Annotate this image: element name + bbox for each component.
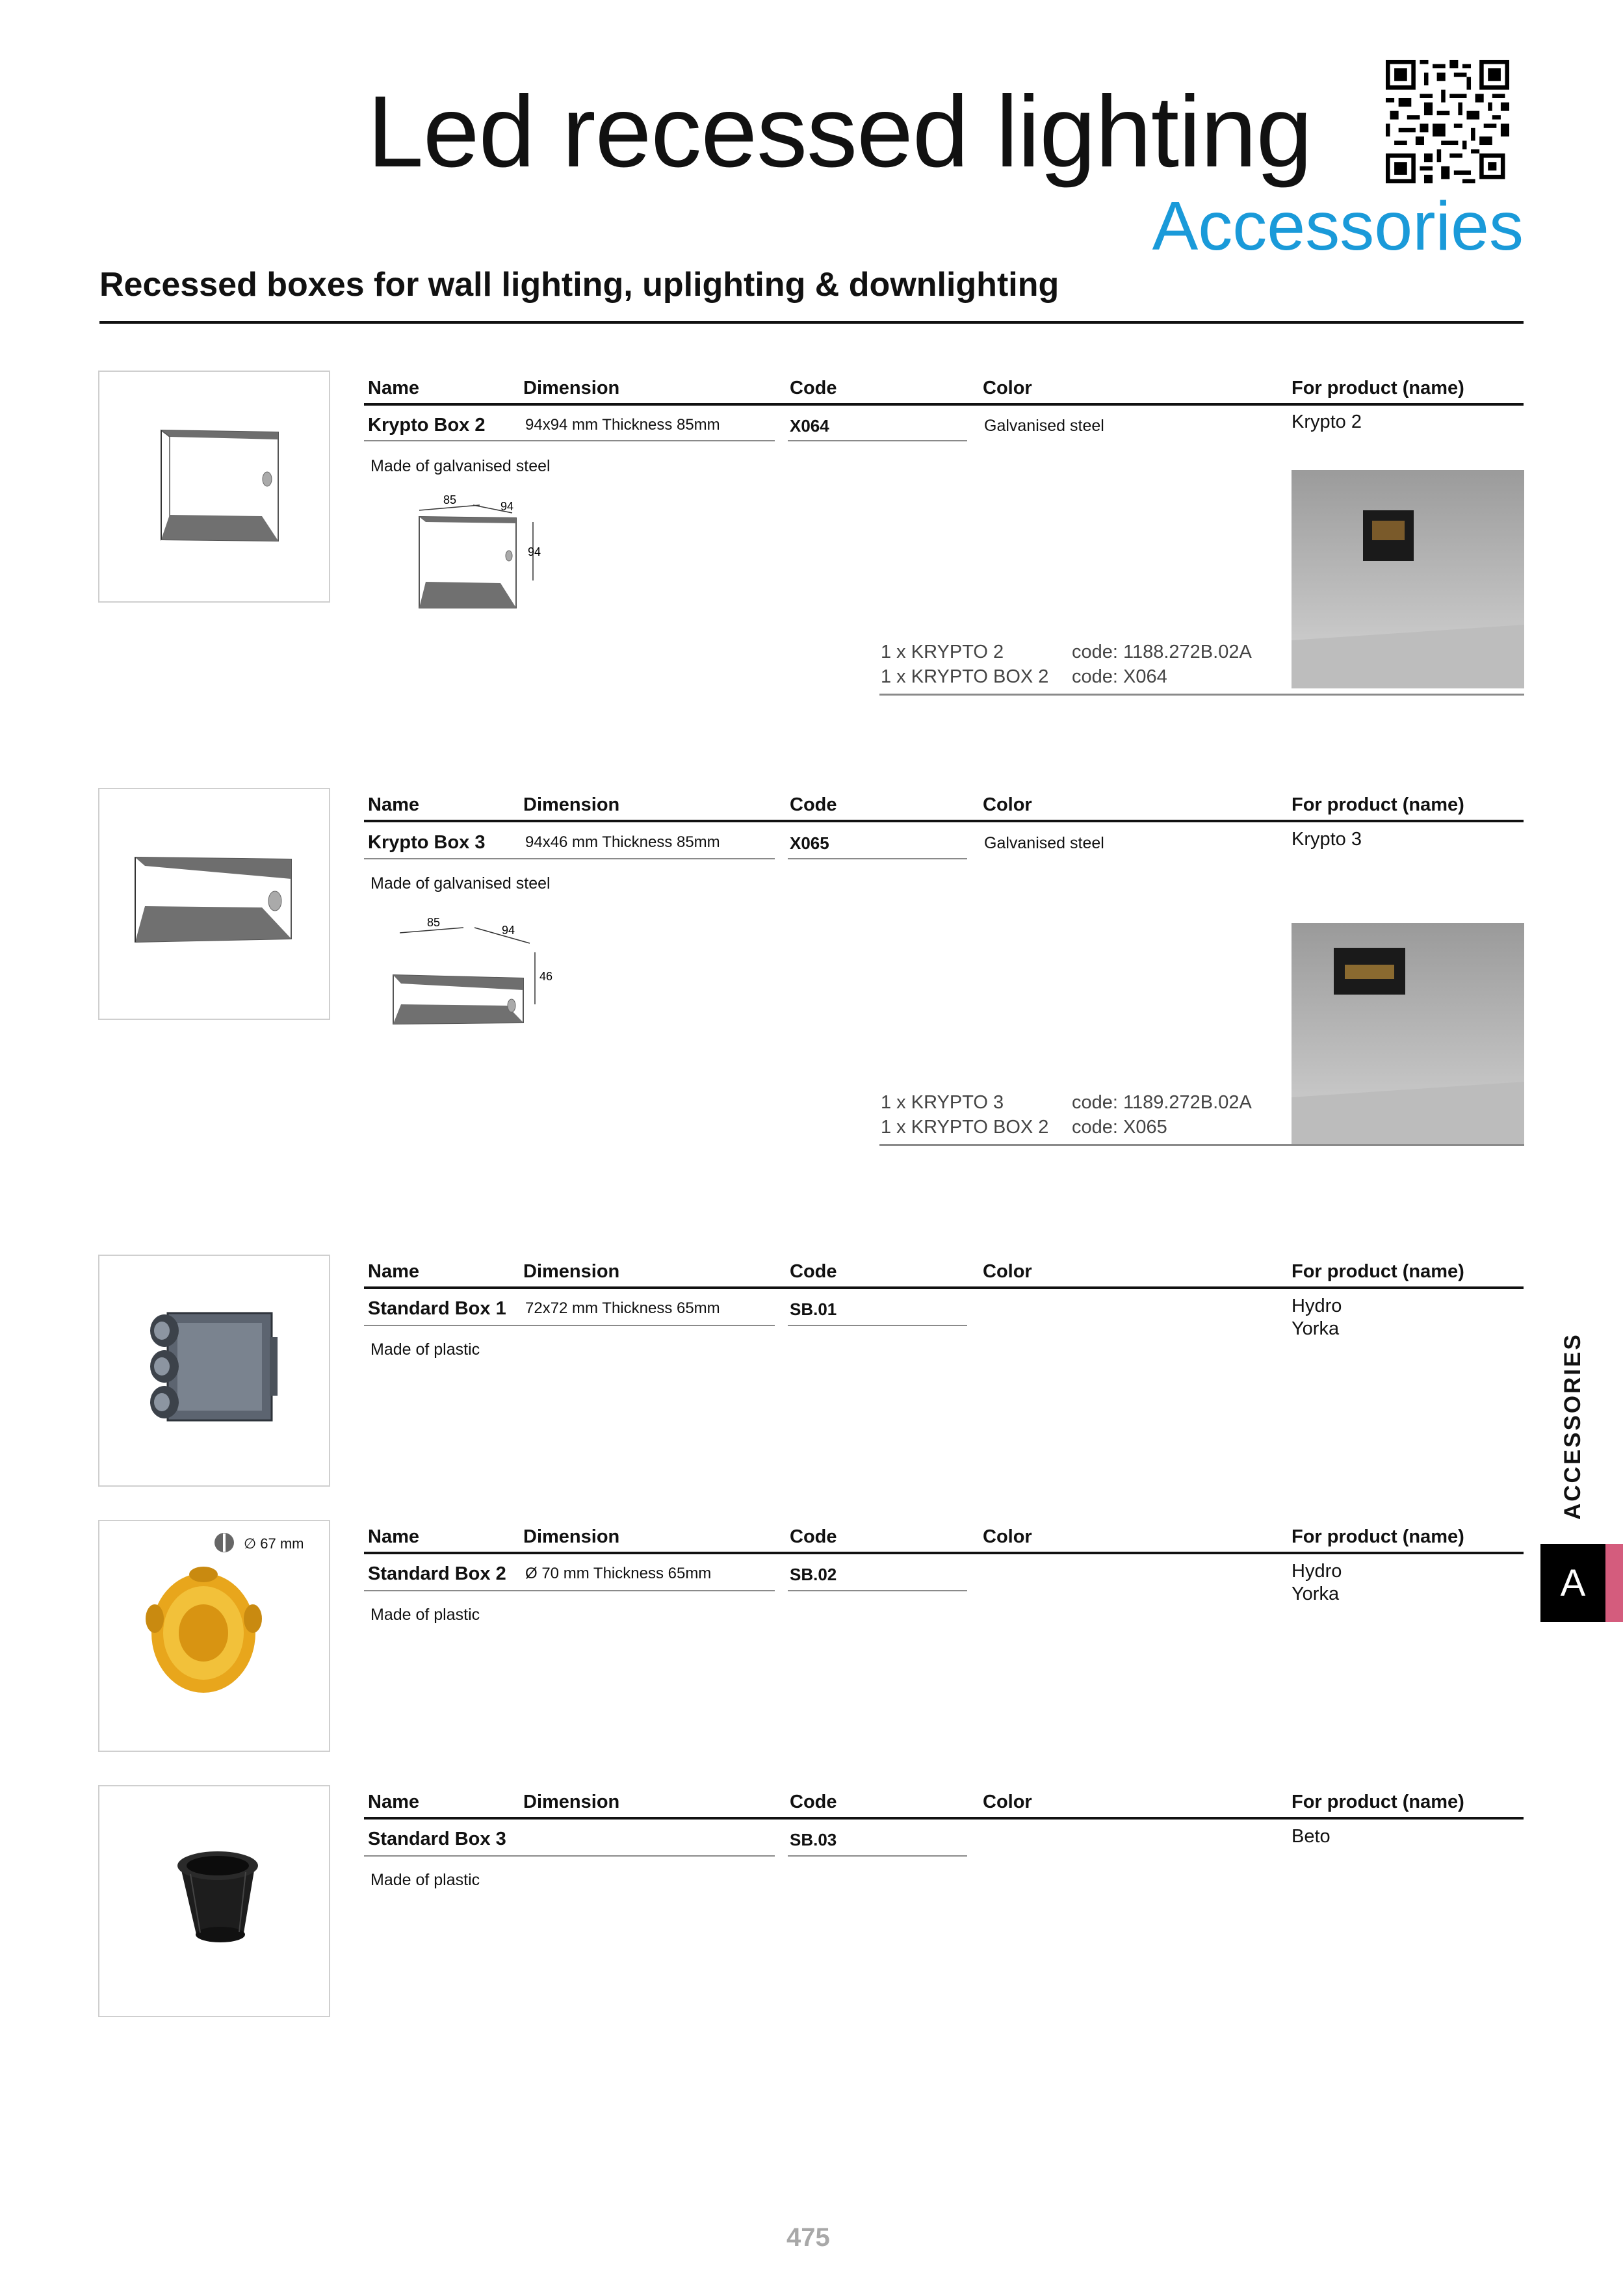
- header-color: Color: [983, 1526, 1032, 1547]
- svg-text:85: 85: [443, 493, 457, 506]
- product-image-krypto-box-2: [98, 371, 330, 603]
- product-image-krypto-box-3: [98, 788, 330, 1020]
- page-subtitle: Accessories: [1152, 188, 1524, 265]
- header-dimension: Dimension: [523, 1792, 620, 1812]
- product-description: Made of galvanised steel: [370, 874, 551, 893]
- row-rule: [788, 1590, 967, 1591]
- header-for-product: For product (name): [1292, 378, 1464, 398]
- product-photo-krypto-3: [1292, 923, 1524, 1146]
- header-dimension: Dimension: [523, 1526, 620, 1547]
- product-code: SB.01: [790, 1299, 837, 1319]
- product-color: Galvanised steel: [984, 834, 1104, 852]
- product-code: SB.02: [790, 1565, 837, 1584]
- table-header-rule: [364, 1552, 1524, 1554]
- header-color: Color: [983, 378, 1032, 398]
- technical-drawing-krypto-box-3: [387, 913, 562, 1043]
- for-product: Krypto 3: [1292, 829, 1362, 850]
- row-rule: [364, 440, 775, 441]
- product-name: Standard Box 3: [368, 1829, 506, 1849]
- combo-rule: [879, 694, 1524, 696]
- product-code: SB.03: [790, 1830, 837, 1849]
- header-for-product: For product (name): [1292, 1261, 1464, 1282]
- product-image-standard-box-3: [98, 1785, 330, 2017]
- row-rule: [788, 1855, 967, 1857]
- product-code: X064: [790, 416, 829, 436]
- svg-text:94: 94: [528, 545, 541, 558]
- header-name: Name: [368, 378, 419, 398]
- row-rule: [788, 858, 967, 859]
- product-dimension: Ø 70 mm Thickness 65mm: [525, 1565, 712, 1582]
- product-dimension: 72x72 mm Thickness 65mm: [525, 1299, 720, 1317]
- table-header-rule: [364, 1817, 1524, 1820]
- svg-text:46: 46: [539, 970, 553, 983]
- page-title: Led recessed lighting: [367, 75, 1312, 189]
- row-rule: [364, 1325, 775, 1326]
- product-name: Krypto Box 3: [368, 832, 486, 853]
- svg-text:∅ 67 mm: ∅ 67 mm: [244, 1535, 304, 1552]
- for-product: Krypto 2: [1292, 411, 1362, 432]
- row-rule: [364, 1590, 775, 1591]
- header-name: Name: [368, 794, 419, 815]
- header-color: Color: [983, 794, 1032, 815]
- header-color: Color: [983, 1261, 1032, 1282]
- product-dimension: 94x46 mm Thickness 85mm: [525, 833, 720, 851]
- product-description: Made of plastic: [370, 1871, 480, 1889]
- product-name: Standard Box 2: [368, 1563, 506, 1584]
- side-tab-letter: A: [1540, 1544, 1605, 1622]
- header-divider: [99, 321, 1524, 324]
- product-description: Made of plastic: [370, 1606, 480, 1624]
- svg-text:85: 85: [427, 916, 441, 929]
- header-color: Color: [983, 1792, 1032, 1812]
- header-code: Code: [790, 1261, 837, 1282]
- header-name: Name: [368, 1261, 419, 1282]
- product-description: Made of plastic: [370, 1340, 480, 1359]
- row-rule: [364, 1855, 775, 1857]
- side-tab-label: ACCESSORIES: [1560, 1333, 1585, 1520]
- table-header-rule: [364, 1286, 1524, 1289]
- for-product: Beto: [1292, 1826, 1331, 1847]
- qr-code-icon: [1384, 60, 1511, 183]
- side-tab-accent: [1605, 1544, 1623, 1622]
- product-color: Galvanised steel: [984, 417, 1104, 435]
- row-rule: [788, 1325, 967, 1326]
- header-dimension: Dimension: [523, 378, 620, 398]
- product-description: Made of galvanised steel: [370, 457, 551, 475]
- header-code: Code: [790, 1792, 837, 1812]
- header-code: Code: [790, 378, 837, 398]
- header-for-product: For product (name): [1292, 1526, 1464, 1547]
- product-name: Krypto Box 2: [368, 415, 486, 436]
- header-dimension: Dimension: [523, 1261, 620, 1282]
- page-number: 475: [786, 2223, 830, 2252]
- svg-text:94: 94: [500, 500, 514, 513]
- product-code: X065: [790, 833, 829, 853]
- combo-list: 1 x KRYPTO 2 code: 1188.272B.02A 1 x KRYPTO BOX 2 code: X064: [881, 642, 1252, 687]
- row-rule: [364, 858, 775, 859]
- header-for-product: For product (name): [1292, 1792, 1464, 1812]
- product-dimension: 94x94 mm Thickness 85mm: [525, 416, 720, 434]
- header-dimension: Dimension: [523, 794, 620, 815]
- product-photo-krypto-2: [1292, 470, 1524, 688]
- section-title: Recessed boxes for wall lighting, uplighting & downlighting: [99, 266, 1059, 304]
- technical-drawing-krypto-box-2: [403, 491, 552, 621]
- header-for-product: For product (name): [1292, 794, 1464, 815]
- for-product: Hydro Yorka: [1292, 1561, 1342, 1604]
- header-code: Code: [790, 794, 837, 815]
- row-rule: [965, 440, 967, 441]
- product-image-standard-box-2: [98, 1520, 330, 1752]
- combo-rule: [879, 1144, 1524, 1146]
- product-name: Standard Box 1: [368, 1298, 506, 1319]
- header-name: Name: [368, 1526, 419, 1547]
- combo-list: 1 x KRYPTO 3 code: 1189.272B.02A 1 x KRYPTO BOX 2 code: X065: [881, 1092, 1252, 1138]
- svg-text:94: 94: [502, 924, 515, 937]
- table-header-rule: [364, 820, 1524, 822]
- row-rule: [788, 440, 967, 441]
- header-name: Name: [368, 1792, 419, 1812]
- header-code: Code: [790, 1526, 837, 1547]
- table-header-rule: [364, 403, 1524, 406]
- product-image-standard-box-1: [98, 1255, 330, 1487]
- for-product: Hydro Yorka: [1292, 1296, 1342, 1339]
